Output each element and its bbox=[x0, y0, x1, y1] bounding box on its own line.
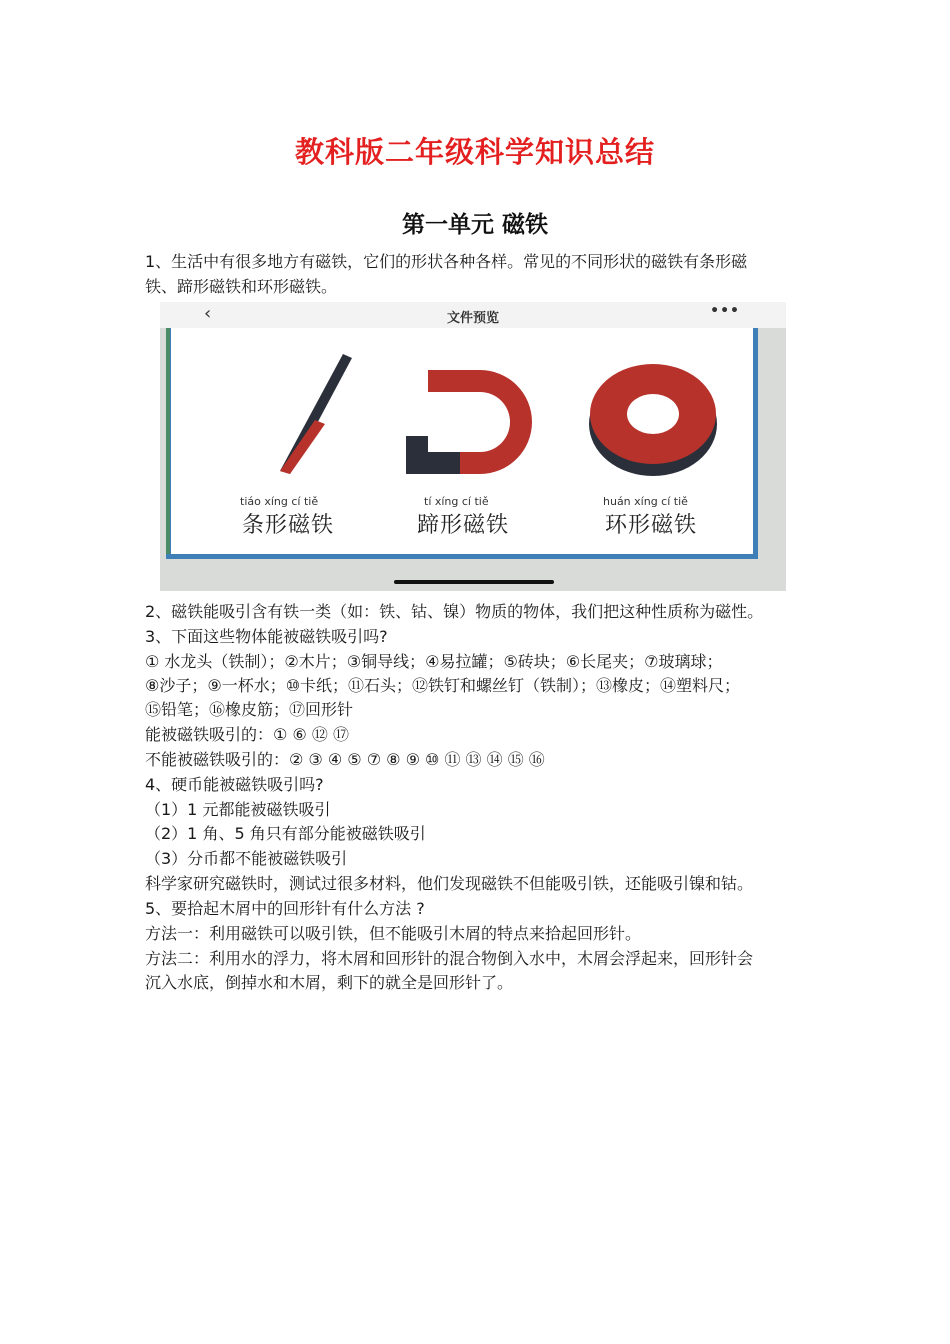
coin-item-3: （3）分币都不能被磁铁吸引 bbox=[145, 849, 348, 868]
unit-title: 第一单元 磁铁 bbox=[401, 212, 548, 238]
paragraph-3-question: 3、下面这些物体能被磁铁吸引吗? bbox=[145, 627, 388, 646]
more-icon[interactable]: ••• bbox=[710, 303, 740, 319]
back-chevron-icon[interactable]: ‹ bbox=[204, 303, 212, 324]
magnet-1-label: 条形磁铁 bbox=[242, 513, 335, 538]
paragraph-1-line-2: 铁、蹄形磁铁和环形磁铁。 bbox=[145, 277, 338, 296]
ring-magnet-icon bbox=[589, 364, 717, 476]
paragraph-5-question: 5、要拾起木屑中的回形针有什么方法 ? bbox=[145, 899, 425, 918]
magnet-3-label: 环形磁铁 bbox=[605, 513, 698, 538]
magnet-figure bbox=[160, 302, 786, 591]
paragraph-4-question: 4、硬币能被磁铁吸引吗? bbox=[145, 775, 324, 794]
method-1: 方法一：利用磁铁可以吸引铁，但不能吸引木屑的特点来拾起回形针。 bbox=[145, 924, 642, 943]
preview-title: 文件预览 bbox=[446, 311, 499, 326]
magnet-2-label: 蹄形磁铁 bbox=[417, 513, 510, 538]
scientist-note: 科学家研究磁铁时，测试过很多材料，他们发现磁铁不但能吸引铁，还能吸引镍和钴。 bbox=[145, 874, 754, 893]
magnet-1-pinyin: tiáo xíng cí tiě bbox=[240, 495, 319, 508]
horseshoe-magnet-icon bbox=[406, 370, 532, 474]
paragraph-3-items-3: ⑮铅笔；⑯橡皮筋；⑰回形针 bbox=[145, 700, 354, 719]
method-2-line-1: 方法二：利用水的浮力，将木屑和回形针的混合物倒入水中，木屑会浮起来，回形针会 bbox=[145, 949, 754, 968]
method-2-line-2: 沉入水底，倒掉水和木屑，剩下的就全是回形针了。 bbox=[145, 973, 514, 992]
home-indicator bbox=[394, 580, 554, 584]
paragraph-3-items-2: ⑧沙子；⑨一杯水；⑩卡纸；⑪石头；⑫铁钉和螺丝钉（铁制）；⑬橡皮；⑭塑料尺； bbox=[145, 676, 741, 695]
magnet-2-pinyin: tí xíng cí tiě bbox=[424, 495, 489, 508]
magnet-3-pinyin: huán xíng cí tiě bbox=[603, 495, 688, 508]
not-attract-list: 不能被磁铁吸引的：② ③ ④ ⑤ ⑦ ⑧ ⑨ ⑩ ⑪ ⑬ ⑭ ⑮ ⑯ bbox=[145, 750, 545, 769]
attract-list: 能被磁铁吸引的：① ⑥ ⑫ ⑰ bbox=[145, 725, 349, 744]
magnet-illustrations bbox=[160, 302, 786, 591]
bar-magnet-icon bbox=[280, 354, 352, 474]
coin-item-2: （2）1 角、5 角只有部分能被磁铁吸引 bbox=[145, 824, 426, 843]
paragraph-3-items-1: ① 水龙头（铁制）；②木片；③铜导线；④易拉罐；⑤砖块；⑥长尾夹；⑦玻璃球； bbox=[145, 652, 723, 671]
paragraph-2: 2、磁铁能吸引含有铁一类（如：铁、钴、镍）物质的物体，我们把这种性质称为磁性。 bbox=[145, 602, 764, 621]
paragraph-1-line-1: 1、生活中有很多地方有磁铁，它们的形状各种各样。常见的不同形状的磁铁有条形磁 bbox=[145, 252, 748, 271]
coin-item-1: （1）1 元都能被磁铁吸引 bbox=[145, 800, 331, 819]
document-title: 教科版二年级科学知识总结 bbox=[294, 135, 655, 169]
